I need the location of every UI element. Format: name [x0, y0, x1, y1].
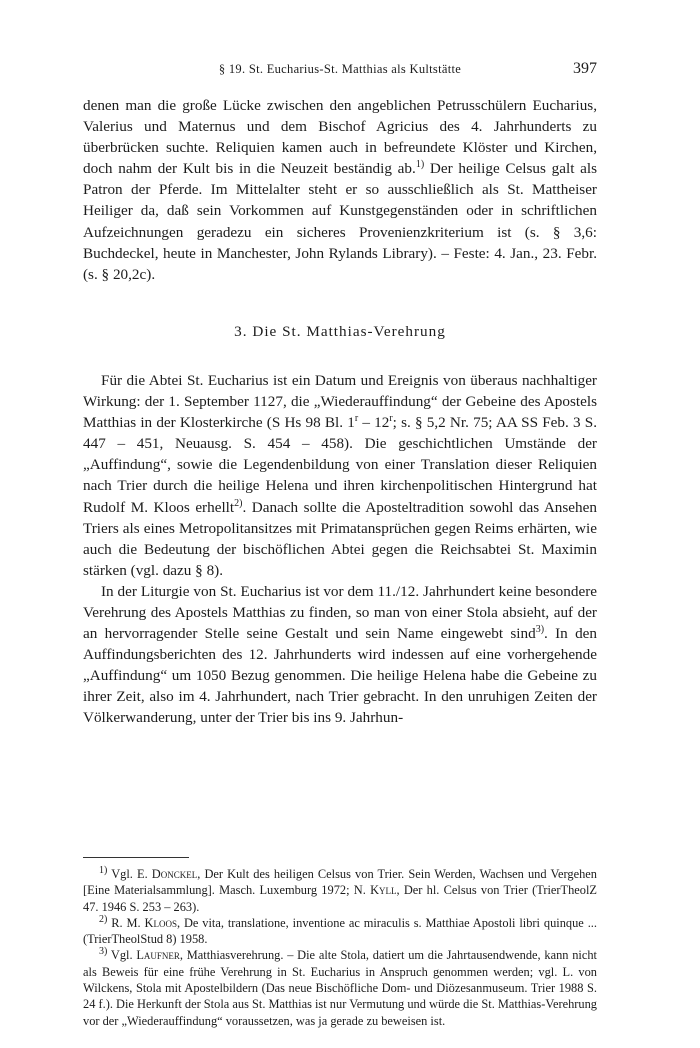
footnote-text: , Matthiasverehrung. – Die alte Stola, datiert um die Jahrtausendwende, kann nicht als Beweis für eine frühe Verehrung in St. Eucharius in Anspruch genommen werden; vgl. L. von Wilckens, Stola mit Apostelbildern (Das neue Bischöfliche Dom- und Diözesanmuseum. Trier 1988 S. 24 f.). Die Herkunft der Stola aus St. Matthias ist nur Vermutung und würde die St. Matthias-Verehrung vor der „Wiederauffindung“ voraussetzen, was ja gerade zu beweisen ist.	[83, 948, 597, 1028]
footnote-text: , Der hl. Celsus von Trier (TrierTheolZ 47. 1946 S. 253 – 263).	[83, 883, 597, 914]
footnote-3	[83, 947, 597, 1028]
footnote-1	[83, 866, 597, 915]
paragraph-text: Für die Abtei St. Eucharius ist ein Datum und Ereignis von überaus nachhaltiger Wirkung: der 1. September 1127, die „Wiederauffindung“ der Gebeine des Apostels Matthias in der Klosterkirche (S Hs 98 Bl. 1	[83, 371, 597, 432]
paragraph-text: . Danach sollte die Aposteltradition sowohl das Ansehen Triers als eines Metropolitansitzes mit Primatansprüchen gegen Reims erhärten, wie auch die Bedeutung der bischöflichen Abtei gegen die Reichsabtei St. Maximin stärken (vgl. dazu § 8).	[83, 498, 597, 579]
footnote-text: R. M.	[107, 915, 145, 930]
main-text	[83, 95, 597, 729]
footnote-mark: 1)	[99, 864, 108, 876]
footnote-reference: 2)	[234, 497, 243, 509]
footnote-text: Vgl. E.	[107, 867, 152, 881]
footnote-text: Vgl.	[107, 948, 137, 963]
author-name: Kyll	[370, 883, 397, 898]
footnote-reference: 1)	[415, 159, 425, 171]
page-number: 397	[573, 60, 597, 77]
author-name: Donckel	[151, 867, 198, 881]
author-name: Laufner	[136, 948, 180, 963]
paragraph-text: Der heilige Celsus galt als Patron der Pferde. Im Mittelalter steht er so ausschließlich als St. Mattheiser Heiliger da, daß sein Vorkommen auf Kunstgegenständen oder in schriftlichen Aufzeichnungen geradezu ein sicheres Provenienzkriterium ist (s. § 3,6: Buchdeckel, heute in Manchester, John Rylands Library). – Feste: 4. Jan., 23. Febr. (s. § 20,2c).	[83, 160, 598, 283]
superscript: r	[354, 413, 359, 425]
footnotes	[83, 866, 597, 1029]
footnote-text: , Der Kult des heiligen Celsus von Trier. Sein Werden, Wachsen und Vergehen [Eine Materialsammlung]. Masch. Luxemburg 1972; N.	[83, 867, 598, 898]
footnote-text: , De vita, translatione, inventione ac miraculis s. Matthiae Apostoli libri quinque ... (TrierTheolStud 8) 1958.	[83, 915, 597, 947]
paragraph-text: denen man die große Lücke zwischen den angeblichen Petrusschülern Eucharius, Valerius und Maternus und dem Bischof Agricius des 4. Jahrhunderts zu überbrücken suchte. Reliquien kamen auch in befreundete Klöster und Kirchen, doch nahm der Kult bis in die Neuzeit beständig ab.	[83, 97, 597, 178]
author-name: Kloos	[144, 915, 177, 930]
section-heading: 3. Die St. Matthias-Verehrung	[234, 322, 446, 340]
footnote-divider	[83, 857, 189, 858]
page-header	[83, 60, 597, 82]
paragraph-text: ; s. § 5,2 Nr. 75; AA SS Feb. 3 S. 447 – 451, Neuausg. S. 454 – 458). Die geschichtlichen Umstände der „Auffindung“, sowie die Legendenbildung von einer Translation dieser Reliquien nach Trier durch die heilige Helena und ihren kirchenpolitischen Hintergrund hat Rudolf M. Kloos erhellt	[83, 414, 598, 516]
running-title: § 19. St. Eucharius-St. Matthias als Kultstätte	[218, 62, 462, 76]
paragraph-text: – 12	[358, 414, 390, 432]
footnote-reference: 3)	[535, 624, 545, 635]
footnote-mark: 3)	[99, 946, 108, 958]
paragraph-liturgy	[83, 581, 597, 729]
footnote-2	[83, 915, 597, 948]
paragraph-text: . In den Auffindungsberichten des 12. Jahrhunderts wird indessen auf eine vorhergehende „Auffindung“ um 1050 Bezug genommen. Die heilige Helena habe die Gebeine zu ihrer Zeit, also im 4. Jahrhundert, nach Trier gebracht. In den unruhigen Zeiten der Völkerwanderung, unter der Trier bis ins 9. Jahrhun-	[83, 625, 597, 727]
footnote-mark: 2)	[99, 913, 108, 925]
paragraph-celsus	[83, 95, 597, 285]
superscript: r	[389, 413, 393, 425]
paragraph-matthias	[83, 370, 597, 581]
paragraph-text: In der Liturgie von St. Eucharius ist vor dem 11./12. Jahrhundert keine besondere Verehrung des Apostels Matthias zu finden, so man von einer Stola absieht, auf der an hervorragender Stelle seine Gestalt und sein Name eingewebt sind	[83, 582, 597, 643]
